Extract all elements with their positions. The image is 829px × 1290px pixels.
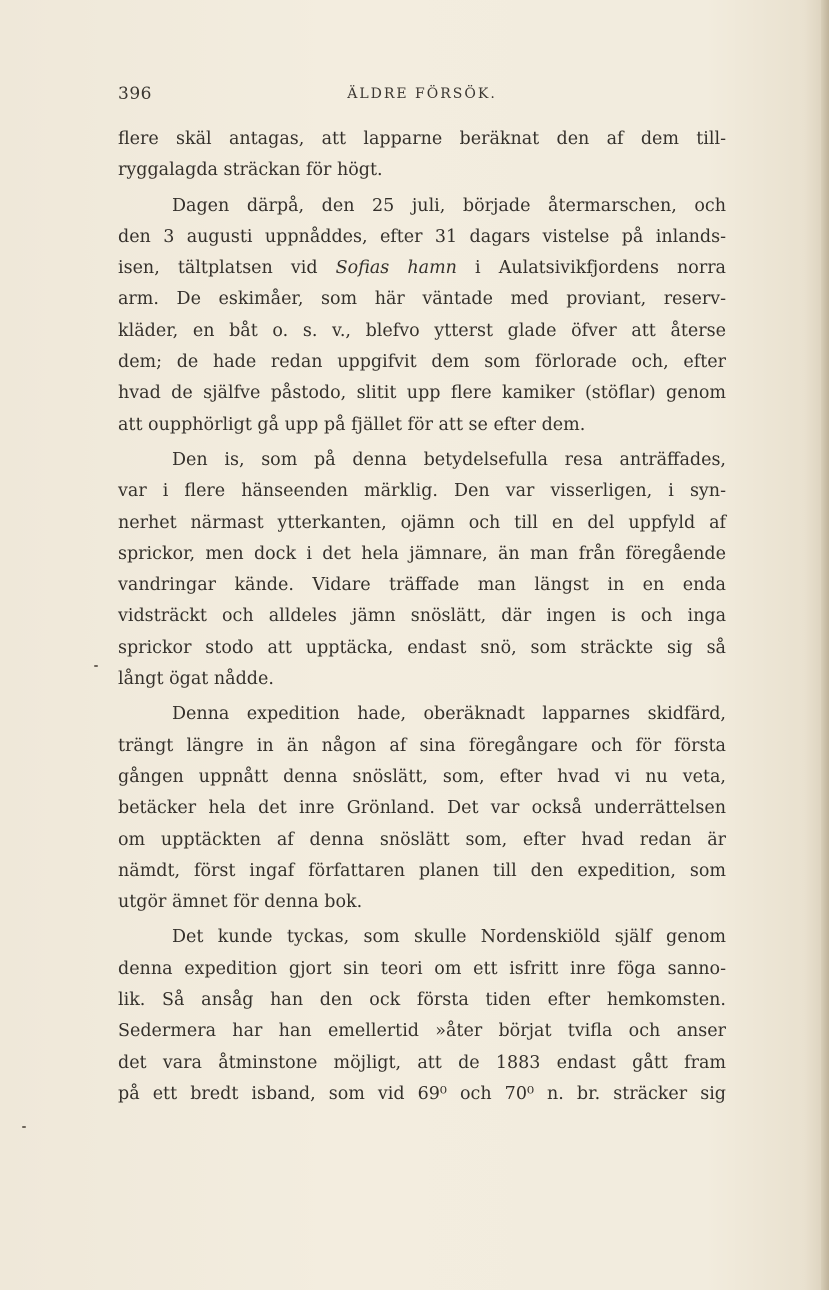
text-line: Den is, som på denna betydelsefulla resa anträffades, [172,449,726,470]
text-line: utgör ämnet för denna bok. [118,892,363,913]
text-line: Det kunde tyckas, som skulle Nordenskiöld själf genom [172,927,726,948]
text-line: det vara åtminstone möjligt, att de 1883 endast gått fram [118,1052,726,1073]
text-line: trängt längre in än någon af sina föregångare och för första [118,735,726,756]
text-line: isen, tältplatsen vid Sofias hamn i Aulatsivikfjordens norra [118,258,726,279]
text-line: denna expedition gjort sin teori om ett isfritt inre föga sanno- [118,958,726,979]
text-line: sprickor, men dock i det hela jämnare, än man från föregående [118,543,726,564]
text-line: att oupphörligt gå upp på fjället för att se efter dem. [118,414,586,435]
text-line: nämdt, först ingaf författaren planen till den expedition, som [118,860,726,881]
text-line: betäcker hela det inre Grönland. Det var också underrättelsen [118,798,726,819]
text-line: på ett bredt isband, som vid 69⁰ och 70⁰ n. br. sträcker sig [118,1083,726,1104]
text-line: Denna expedition hade, oberäknadt lapparnes skidfärd, [172,704,726,725]
paragraph [118,445,726,695]
paragraph [118,124,726,187]
running-title: ÄLDRE FÖRSÖK. [347,86,497,102]
text-line: var i flere hänseenden märklig. Den var visserligen, i syn- [118,481,726,502]
text-line: arm. De eskimåer, som här väntade med proviant, reserv- [118,289,726,310]
text-line: om upptäckten af denna snöslätt som, efter hvad redan är [118,829,726,850]
page-header [118,84,726,110]
text-line: lik. Så ansåg han den ock första tiden efter hemkomsten. [118,990,726,1011]
text-line: vidsträckt och alldeles jämn snöslätt, där ingen is och inga [118,606,726,627]
text-line: långt ögat nådde. [118,669,274,690]
text-line: sprickor stodo att upptäcka, endast snö, som sträckte sig så [118,637,726,658]
text-line: flere skäl antagas, att lapparne beräknat den af dem till- [118,129,726,149]
text-line: vandringar kände. Vidare träffade man längst in en enda [118,575,726,596]
text-line: kläder, en båt o. s. v., blefvo ytterst glade öfver att återse [118,320,726,341]
text-line: Sedermera har han emellertid »åter börjat tvifla och anser [118,1021,726,1042]
paragraph [118,922,726,1110]
text-line: den 3 augusti uppnåddes, efter 31 dagars vistelse på inlands- [118,226,726,247]
text-line: Dagen därpå, den 25 juli, började återmarschen, och [172,195,726,216]
margin-mark [22,1126,26,1128]
text-line: ryggalagda sträckan för högt. [118,160,383,181]
margin-mark [94,665,98,667]
body-text [118,124,726,1110]
paragraph [118,699,726,918]
page-edge [821,0,829,1290]
text-line: hvad de själfve påstodo, slitit upp flere kamiker (stöflar) genom [118,383,726,404]
page-number: 396 [118,84,152,104]
paragraph [118,191,726,441]
text-line: gången uppnått denna snöslätt, som, efter hvad vi nu veta, [118,766,726,787]
text-line: nerhet närmast ytterkanten, ojämn och till en del uppfyld af [118,512,726,533]
text-line: dem; de hade redan uppgifvit dem som förlorade och, efter [118,352,726,373]
